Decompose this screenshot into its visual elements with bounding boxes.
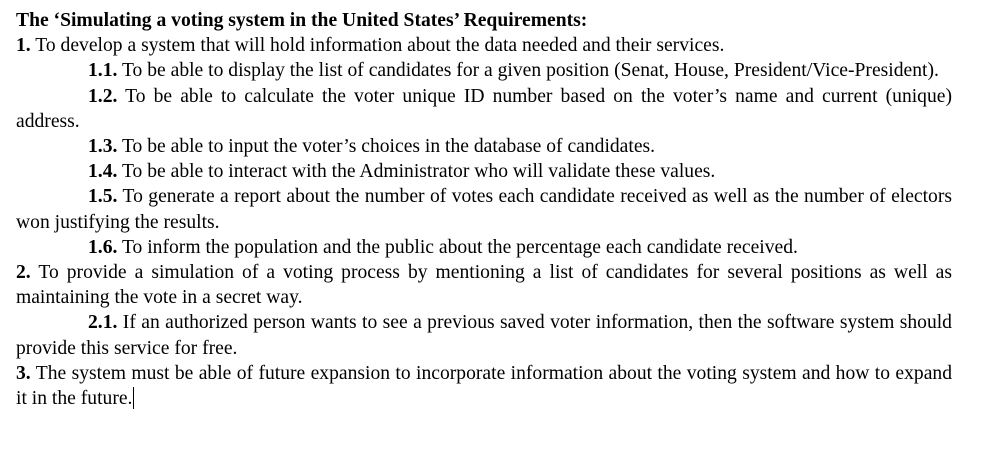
requirement-text: To be able to display the list of candidates for a given position (Senat, House, President/Vice-President). <box>121 60 939 82</box>
requirement-number: 1.2. <box>88 85 118 107</box>
requirement-number: 1. <box>16 35 31 57</box>
document-title: The ‘Simulating a voting system in the United States’ Requirements: <box>16 10 588 31</box>
requirement-text: To develop a system that will hold information about the data needed and their services. <box>35 35 725 57</box>
requirement-text: If an authorized person wants to see a previous saved voter information, then the software system should provide this service for free. <box>16 312 952 359</box>
requirement-text: To be able to interact with the Administrator who will validate these values. <box>121 161 716 183</box>
requirement-text: To provide a simulation of a voting process by mentioning a list of candidates for several positions as well as maintaining the vote in a secret way. <box>16 262 952 309</box>
requirement-number: 1.4. <box>88 161 118 183</box>
requirement-2-1 <box>16 310 952 360</box>
requirement-1-1 <box>16 58 952 83</box>
requirement-number: 1.5. <box>88 186 118 208</box>
requirement-1 <box>16 33 952 58</box>
requirement-3 <box>16 361 952 411</box>
requirement-number: 2. <box>16 262 31 284</box>
requirement-text: To generate a report about the number of votes each candidate received as well as the number of electors won justifying the results. <box>16 186 952 233</box>
requirement-text: To be able to calculate the voter unique ID number based on the voter’s name and current (unique) address. <box>16 85 952 132</box>
requirement-1-6 <box>16 235 952 260</box>
requirement-text: The system must be able of future expansion to incorporate information about the voting system and how to expand it in the future. <box>16 362 953 410</box>
requirement-number: 3. <box>16 362 31 384</box>
requirement-1-5 <box>16 184 952 234</box>
requirement-text: To inform the population and the public about the percentage each candidate received. <box>121 236 798 258</box>
requirement-1-2 <box>16 84 952 134</box>
requirement-number: 2.1. <box>88 312 118 334</box>
requirement-text: To be able to input the voter’s choices in the database of candidates. <box>121 136 656 158</box>
text-cursor <box>133 387 134 409</box>
requirement-1-3 <box>16 134 952 159</box>
requirement-number: 1.1. <box>88 60 118 82</box>
requirement-number: 1.6. <box>88 236 118 258</box>
requirement-number: 1.3. <box>88 136 118 158</box>
requirement-1-4 <box>16 159 952 184</box>
requirement-2 <box>16 260 952 310</box>
